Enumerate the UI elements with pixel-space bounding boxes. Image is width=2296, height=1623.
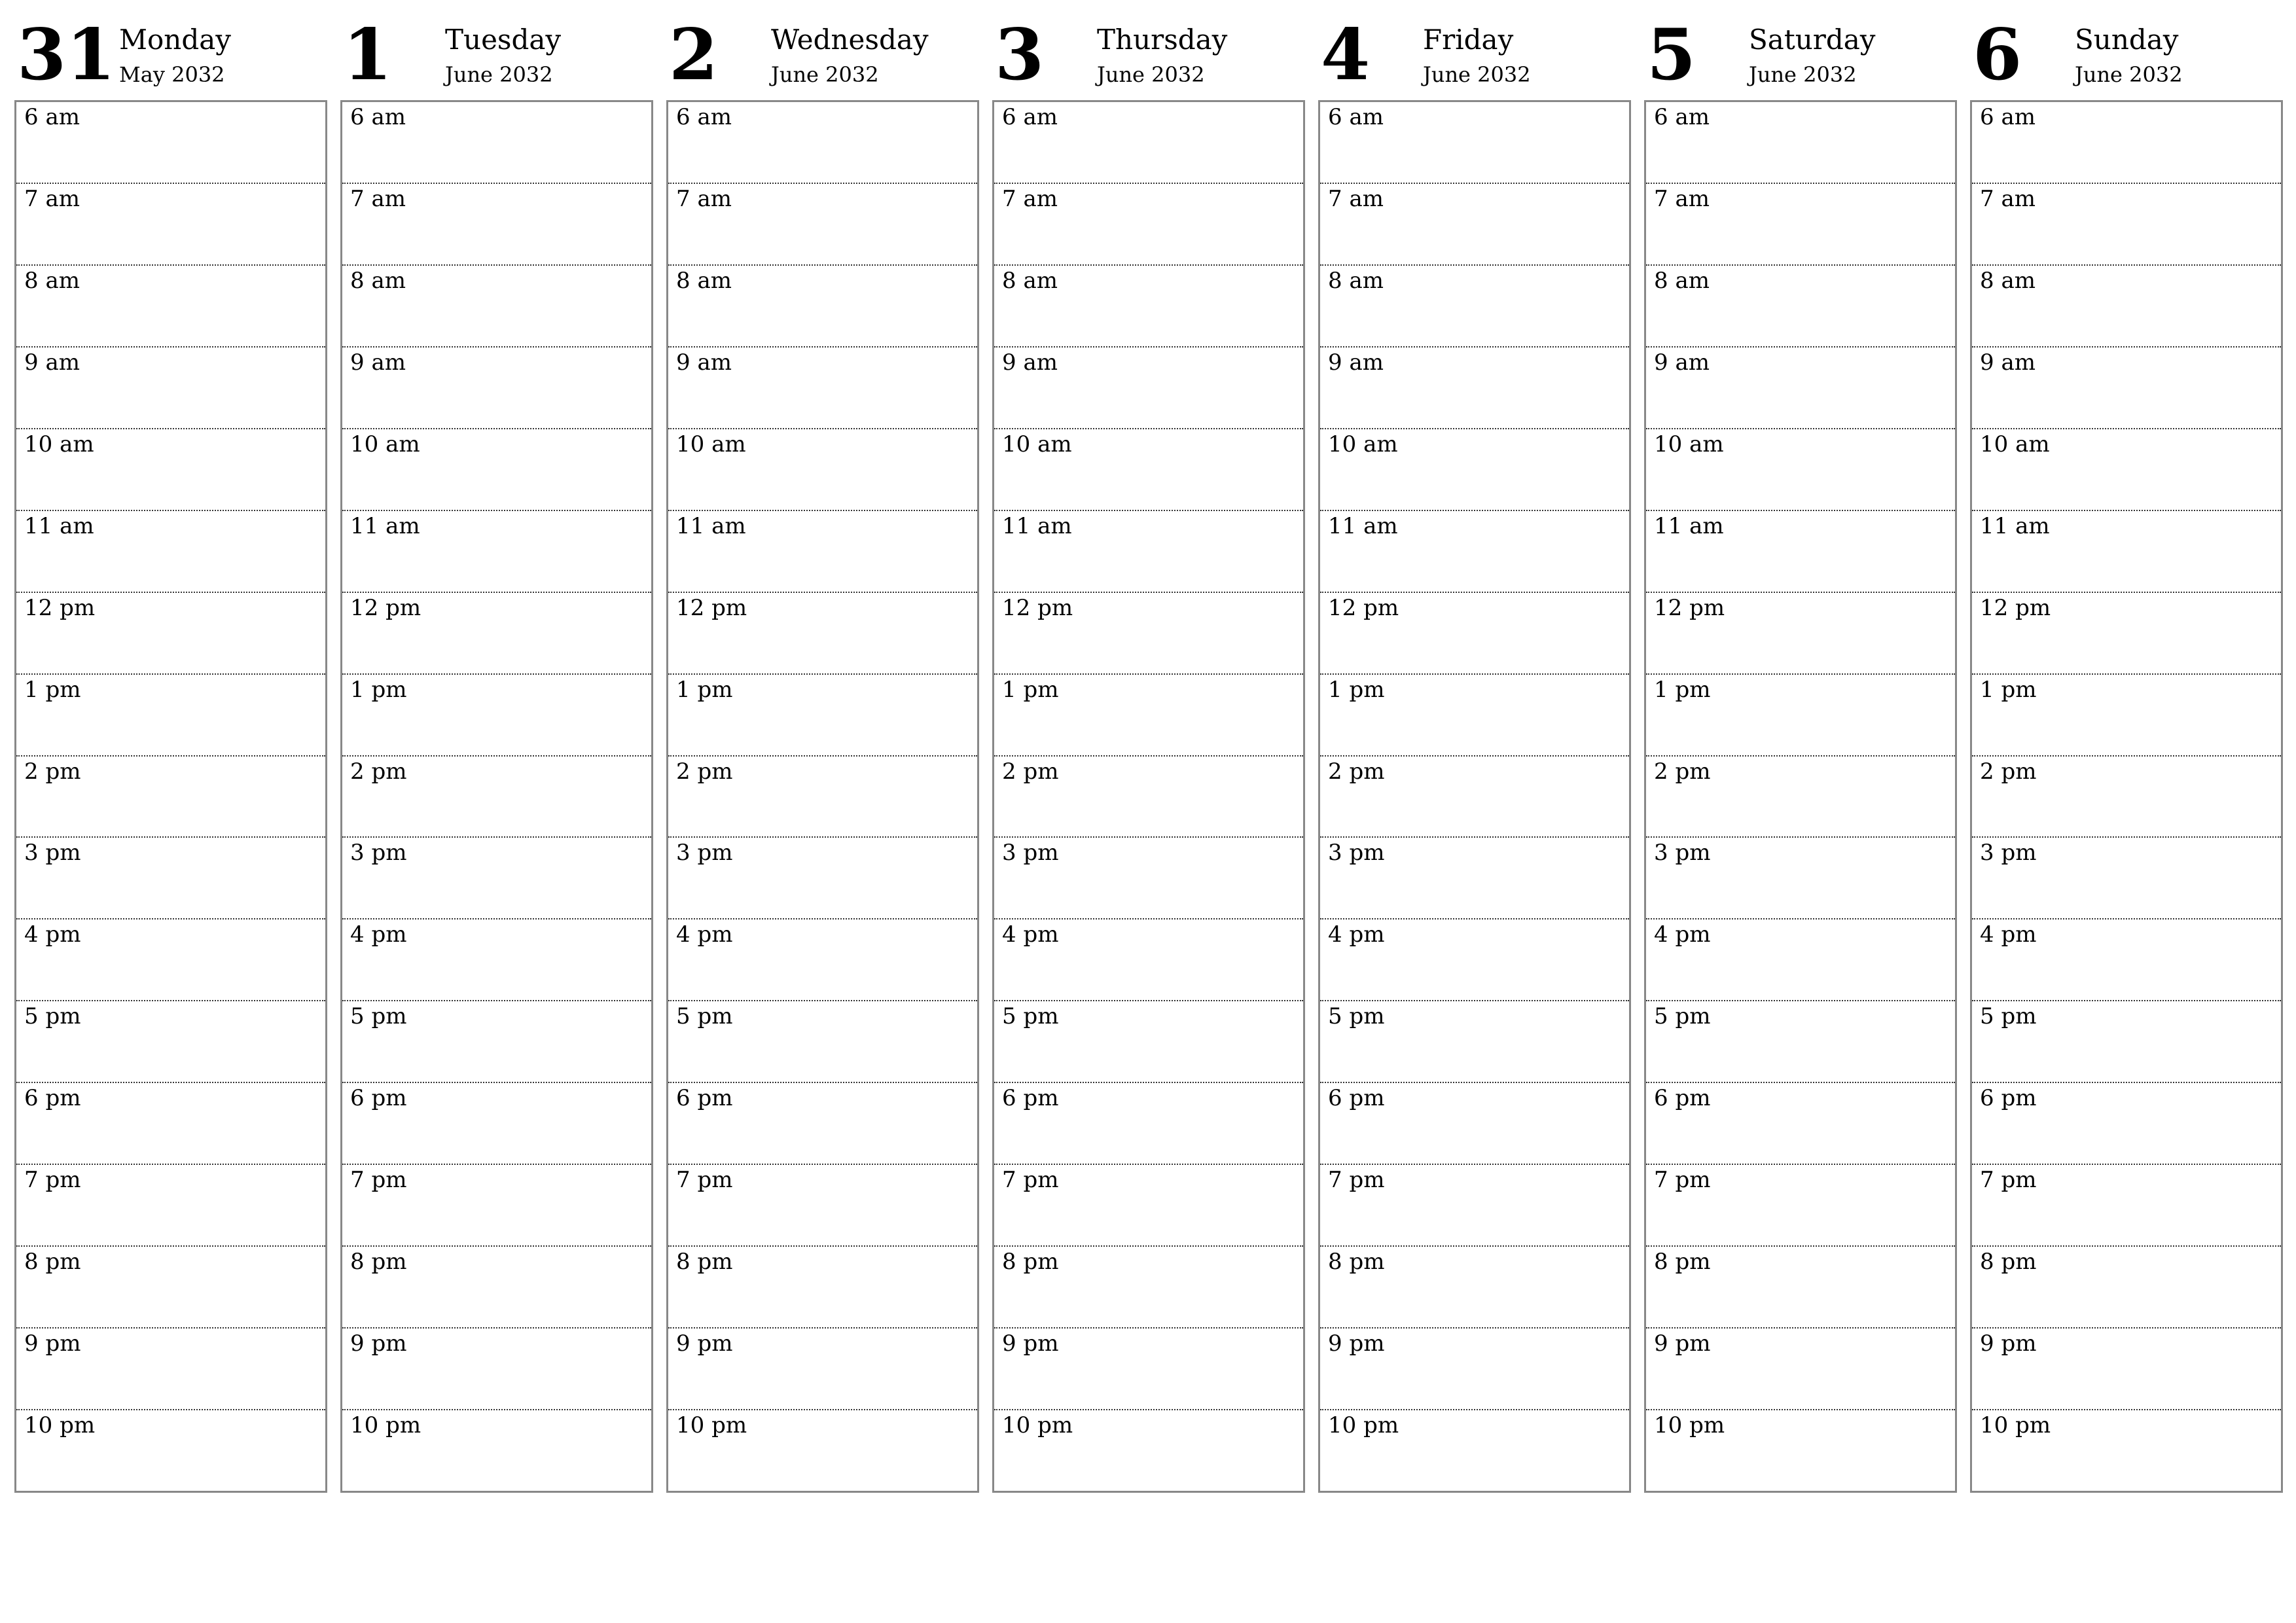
hour-slot[interactable] — [1320, 1329, 1629, 1410]
day-month: June 2032 — [1423, 62, 1531, 87]
hour-label: 10 pm — [1654, 1412, 1725, 1438]
hour-slot[interactable] — [668, 675, 977, 757]
hour-slot[interactable] — [994, 1410, 1303, 1491]
hour-label: 6 am — [1654, 104, 1710, 130]
hour-label: 9 am — [1002, 349, 1058, 376]
hour-slot[interactable] — [994, 838, 1303, 919]
hour-slot[interactable] — [1972, 1247, 2281, 1329]
hour-slot[interactable] — [668, 429, 977, 511]
hour-label: 7 pm — [676, 1167, 733, 1194]
hour-slot[interactable] — [668, 1247, 977, 1329]
hour-label: 5 pm — [24, 1003, 81, 1030]
hour-slot[interactable] — [994, 266, 1303, 348]
day-name: Wednesday — [771, 24, 929, 56]
hour-slot[interactable] — [16, 102, 325, 184]
hour-label: 10 pm — [1328, 1412, 1399, 1438]
hour-label: 2 pm — [676, 758, 733, 785]
hour-label: 8 pm — [350, 1249, 407, 1275]
hour-slot[interactable] — [1646, 1001, 1955, 1083]
hour-slot[interactable] — [668, 1410, 977, 1491]
hour-slot[interactable] — [16, 511, 325, 593]
hour-slot[interactable] — [1972, 1083, 2281, 1165]
hour-label: 8 pm — [1980, 1249, 2037, 1275]
hour-label: 2 pm — [1328, 758, 1385, 785]
hour-label: 8 pm — [24, 1249, 81, 1275]
hour-slot[interactable] — [1972, 593, 2281, 675]
hour-label: 1 pm — [1328, 676, 1385, 703]
hour-label: 12 pm — [1328, 594, 1399, 621]
hour-label: 12 pm — [24, 594, 96, 621]
hour-label: 9 am — [676, 349, 732, 376]
hour-label: 3 pm — [1002, 840, 1059, 866]
hour-label: 5 pm — [1002, 1003, 1059, 1030]
hour-label: 7 pm — [1328, 1167, 1385, 1194]
day-month: June 2032 — [1097, 62, 1205, 87]
hour-slot[interactable] — [1646, 348, 1955, 429]
hour-label: 10 am — [676, 431, 746, 457]
hour-label: 1 pm — [350, 676, 407, 703]
hour-slot[interactable] — [1972, 838, 2281, 919]
hour-label: 5 pm — [1654, 1003, 1711, 1030]
hour-slot[interactable] — [16, 1001, 325, 1083]
hour-slot[interactable] — [342, 757, 651, 838]
hour-label: 6 am — [1328, 104, 1384, 130]
hour-slot[interactable] — [342, 1410, 651, 1491]
hour-label: 10 am — [1328, 431, 1398, 457]
hour-label: 7 am — [676, 185, 732, 212]
day-column — [992, 14, 1305, 1495]
hour-label: 3 pm — [24, 840, 81, 866]
hour-label: 9 am — [350, 349, 406, 376]
day-column — [666, 14, 979, 1495]
hour-slot[interactable] — [668, 757, 977, 838]
hour-slot[interactable] — [1646, 919, 1955, 1001]
hour-label: 10 pm — [24, 1412, 96, 1438]
hour-label: 4 pm — [350, 921, 407, 948]
hour-slot[interactable] — [994, 1329, 1303, 1410]
day-column — [340, 14, 653, 1495]
hour-label: 4 pm — [676, 921, 733, 948]
hour-slot[interactable] — [16, 429, 325, 511]
day-header — [14, 14, 327, 100]
hour-slot[interactable] — [668, 593, 977, 675]
hour-label: 7 am — [1328, 185, 1384, 212]
hour-slot[interactable] — [342, 1165, 651, 1247]
hour-label: 6 pm — [1002, 1085, 1059, 1112]
hour-label: 12 pm — [350, 594, 422, 621]
hour-label: 9 pm — [350, 1330, 407, 1357]
hour-label: 6 pm — [676, 1085, 733, 1112]
hour-slot[interactable] — [16, 838, 325, 919]
hour-slot[interactable] — [1646, 1083, 1955, 1165]
hour-slot[interactable] — [994, 348, 1303, 429]
hour-label: 12 pm — [1980, 594, 2051, 621]
hour-label: 9 am — [24, 349, 80, 376]
hour-label: 6 am — [24, 104, 80, 130]
hour-label: 2 pm — [24, 758, 81, 785]
hour-label: 9 pm — [1654, 1330, 1711, 1357]
hour-label: 12 pm — [1654, 594, 1725, 621]
hour-label: 7 pm — [1654, 1167, 1711, 1194]
hour-slot[interactable] — [994, 1001, 1303, 1083]
day-header — [340, 14, 653, 100]
hour-slot[interactable] — [994, 429, 1303, 511]
hour-slot[interactable] — [1972, 1410, 2281, 1491]
day-number: 3 — [995, 14, 1045, 96]
day-month: June 2032 — [2075, 62, 2183, 87]
hour-label: 7 am — [1654, 185, 1710, 212]
hour-slot[interactable] — [1320, 838, 1629, 919]
hour-label: 4 pm — [1002, 921, 1059, 948]
hour-slot[interactable] — [16, 675, 325, 757]
hour-slot[interactable] — [342, 919, 651, 1001]
hour-grid — [1318, 100, 1631, 1493]
hour-label: 7 pm — [1002, 1167, 1059, 1194]
day-name: Monday — [119, 24, 231, 56]
hour-slot[interactable] — [1646, 1410, 1955, 1491]
hour-label: 11 am — [676, 512, 746, 539]
hour-slot[interactable] — [1972, 184, 2281, 266]
hour-slot[interactable] — [1646, 1247, 1955, 1329]
hour-label: 6 pm — [1654, 1085, 1711, 1112]
hour-slot[interactable] — [1320, 184, 1629, 266]
hour-label: 8 pm — [676, 1249, 733, 1275]
day-header — [1644, 14, 1957, 100]
hour-label: 4 pm — [1654, 921, 1711, 948]
hour-grid — [1970, 100, 2283, 1493]
hour-label: 4 pm — [24, 921, 81, 948]
hour-label: 6 pm — [350, 1085, 407, 1112]
hour-label: 6 pm — [1328, 1085, 1385, 1112]
hour-label: 1 pm — [1002, 676, 1059, 703]
hour-label: 8 am — [1980, 267, 2036, 294]
day-header — [1318, 14, 1631, 100]
hour-label: 7 am — [1002, 185, 1058, 212]
hour-slot[interactable] — [342, 102, 651, 184]
hour-slot[interactable] — [16, 757, 325, 838]
week-grid — [14, 14, 2283, 1495]
hour-label: 9 am — [1654, 349, 1710, 376]
hour-slot[interactable] — [342, 675, 651, 757]
hour-label: 9 pm — [24, 1330, 81, 1357]
hour-slot[interactable] — [342, 1001, 651, 1083]
hour-label: 5 pm — [350, 1003, 407, 1030]
hour-slot[interactable] — [668, 102, 977, 184]
hour-slot[interactable] — [668, 1165, 977, 1247]
hour-slot[interactable] — [1320, 102, 1629, 184]
hour-label: 10 pm — [676, 1412, 747, 1438]
hour-label: 7 pm — [24, 1167, 81, 1194]
hour-label: 12 pm — [1002, 594, 1073, 621]
hour-slot[interactable] — [342, 184, 651, 266]
hour-slot[interactable] — [994, 757, 1303, 838]
hour-label: 3 pm — [676, 840, 733, 866]
hour-slot[interactable] — [1646, 1165, 1955, 1247]
hour-slot[interactable] — [342, 266, 651, 348]
day-name: Saturday — [1749, 24, 1876, 56]
hour-grid — [14, 100, 327, 1493]
hour-label: 3 pm — [1328, 840, 1385, 866]
hour-slot[interactable] — [668, 184, 977, 266]
hour-slot[interactable] — [1972, 1165, 2281, 1247]
hour-slot[interactable] — [342, 593, 651, 675]
hour-label: 9 pm — [1002, 1330, 1059, 1357]
hour-slot[interactable] — [668, 348, 977, 429]
hour-slot[interactable] — [1646, 266, 1955, 348]
hour-slot[interactable] — [1972, 102, 2281, 184]
day-name: Tuesday — [445, 24, 562, 56]
day-column — [1644, 14, 1957, 1495]
hour-slot[interactable] — [342, 1247, 651, 1329]
day-column — [14, 14, 327, 1495]
day-name: Thursday — [1097, 24, 1228, 56]
hour-label: 5 pm — [1980, 1003, 2037, 1030]
hour-label: 11 am — [1654, 512, 1724, 539]
hour-slot[interactable] — [1320, 1083, 1629, 1165]
day-column — [1318, 14, 1631, 1495]
hour-label: 2 pm — [1980, 758, 2037, 785]
hour-label: 11 am — [1002, 512, 1072, 539]
hour-label: 5 pm — [1328, 1003, 1385, 1030]
hour-label: 9 pm — [1980, 1330, 2037, 1357]
hour-label: 9 pm — [1328, 1330, 1385, 1357]
hour-slot[interactable] — [1320, 757, 1629, 838]
hour-label: 7 am — [24, 185, 80, 212]
hour-slot[interactable] — [668, 1083, 977, 1165]
hour-slot[interactable] — [16, 266, 325, 348]
hour-slot[interactable] — [1320, 348, 1629, 429]
hour-label: 10 am — [24, 431, 94, 457]
day-name: Sunday — [2075, 24, 2179, 56]
hour-slot[interactable] — [994, 102, 1303, 184]
hour-slot[interactable] — [1646, 757, 1955, 838]
hour-grid — [1644, 100, 1957, 1493]
hour-slot[interactable] — [1646, 838, 1955, 919]
hour-grid — [992, 100, 1305, 1493]
hour-label: 1 pm — [676, 676, 733, 703]
hour-label: 1 pm — [1654, 676, 1711, 703]
hour-slot[interactable] — [342, 838, 651, 919]
hour-label: 10 pm — [1002, 1412, 1073, 1438]
day-number: 2 — [669, 14, 719, 96]
hour-label: 11 am — [350, 512, 420, 539]
day-number: 31 — [17, 14, 116, 96]
hour-label: 7 pm — [1980, 1167, 2037, 1194]
hour-slot[interactable] — [994, 593, 1303, 675]
hour-label: 6 am — [1002, 104, 1058, 130]
hour-label: 6 am — [350, 104, 406, 130]
hour-label: 3 pm — [1654, 840, 1711, 866]
hour-label: 9 pm — [676, 1330, 733, 1357]
hour-slot[interactable] — [16, 593, 325, 675]
hour-slot[interactable] — [16, 1410, 325, 1491]
hour-label: 10 am — [1980, 431, 2050, 457]
day-header — [992, 14, 1305, 100]
hour-slot[interactable] — [668, 266, 977, 348]
hour-slot[interactable] — [1320, 675, 1629, 757]
hour-slot[interactable] — [1646, 511, 1955, 593]
hour-slot[interactable] — [1972, 348, 2281, 429]
hour-label: 10 pm — [1980, 1412, 2051, 1438]
hour-label: 4 pm — [1328, 921, 1385, 948]
hour-slot[interactable] — [1646, 102, 1955, 184]
hour-label: 8 am — [1328, 267, 1384, 294]
hour-grid — [340, 100, 653, 1493]
hour-label: 10 am — [1002, 431, 1072, 457]
hour-label: 4 pm — [1980, 921, 2037, 948]
hour-label: 5 pm — [676, 1003, 733, 1030]
hour-slot[interactable] — [16, 1165, 325, 1247]
hour-label: 11 am — [24, 512, 94, 539]
hour-slot[interactable] — [994, 184, 1303, 266]
hour-label: 3 pm — [1980, 840, 2037, 866]
hour-slot[interactable] — [1320, 1410, 1629, 1491]
hour-slot[interactable] — [1320, 429, 1629, 511]
hour-label: 2 pm — [1654, 758, 1711, 785]
hour-slot[interactable] — [1972, 675, 2281, 757]
day-month: June 2032 — [445, 62, 553, 87]
hour-label: 6 am — [676, 104, 732, 130]
day-number: 5 — [1647, 14, 1696, 96]
hour-slot[interactable] — [1320, 266, 1629, 348]
hour-label: 8 pm — [1328, 1249, 1385, 1275]
hour-slot[interactable] — [16, 919, 325, 1001]
hour-label: 8 am — [1654, 267, 1710, 294]
hour-label: 8 pm — [1654, 1249, 1711, 1275]
day-number: 6 — [1973, 14, 2022, 96]
hour-slot[interactable] — [1972, 1001, 2281, 1083]
hour-label: 7 pm — [350, 1167, 407, 1194]
day-month: May 2032 — [119, 62, 225, 87]
hour-slot[interactable] — [1646, 429, 1955, 511]
hour-slot[interactable] — [1646, 593, 1955, 675]
hour-label: 8 am — [676, 267, 732, 294]
hour-slot[interactable] — [1972, 757, 2281, 838]
hour-label: 2 pm — [1002, 758, 1059, 785]
hour-label: 9 am — [1980, 349, 2036, 376]
hour-slot[interactable] — [1972, 429, 2281, 511]
hour-slot[interactable] — [668, 1001, 977, 1083]
hour-label: 1 pm — [1980, 676, 2037, 703]
hour-label: 7 am — [350, 185, 406, 212]
hour-slot[interactable] — [1320, 1247, 1629, 1329]
hour-label: 6 am — [1980, 104, 2036, 130]
hour-slot[interactable] — [1972, 919, 2281, 1001]
hour-slot[interactable] — [16, 1083, 325, 1165]
hour-grid — [666, 100, 979, 1493]
hour-slot[interactable] — [1320, 919, 1629, 1001]
day-month: June 2032 — [771, 62, 879, 87]
hour-slot[interactable] — [342, 429, 651, 511]
hour-slot[interactable] — [1320, 1165, 1629, 1247]
hour-slot[interactable] — [342, 1329, 651, 1410]
hour-slot[interactable] — [1646, 184, 1955, 266]
day-name: Friday — [1423, 24, 1514, 56]
hour-slot[interactable] — [1320, 1001, 1629, 1083]
hour-label: 9 am — [1328, 349, 1384, 376]
hour-slot[interactable] — [16, 1247, 325, 1329]
hour-slot[interactable] — [994, 675, 1303, 757]
day-number: 1 — [343, 14, 393, 96]
hour-slot[interactable] — [1646, 675, 1955, 757]
hour-slot[interactable] — [1972, 511, 2281, 593]
hour-slot[interactable] — [668, 838, 977, 919]
hour-label: 6 pm — [1980, 1085, 2037, 1112]
hour-label: 12 pm — [676, 594, 747, 621]
day-header — [1970, 14, 2283, 100]
hour-slot[interactable] — [1320, 593, 1629, 675]
hour-slot[interactable] — [668, 511, 977, 593]
hour-slot[interactable] — [342, 348, 651, 429]
hour-slot[interactable] — [994, 1083, 1303, 1165]
hour-slot[interactable] — [1972, 266, 2281, 348]
day-header — [666, 14, 979, 100]
hour-label: 1 pm — [24, 676, 81, 703]
hour-slot[interactable] — [994, 919, 1303, 1001]
hour-label: 2 pm — [350, 758, 407, 785]
hour-slot[interactable] — [16, 1329, 325, 1410]
day-column — [1970, 14, 2283, 1495]
hour-label: 10 pm — [350, 1412, 422, 1438]
hour-slot[interactable] — [1320, 511, 1629, 593]
hour-label: 7 am — [1980, 185, 2036, 212]
hour-slot[interactable] — [994, 1165, 1303, 1247]
hour-slot[interactable] — [1972, 1329, 2281, 1410]
day-month: June 2032 — [1749, 62, 1857, 87]
hour-label: 8 am — [1002, 267, 1058, 294]
hour-label: 10 am — [350, 431, 420, 457]
hour-slot[interactable] — [16, 184, 325, 266]
hour-label: 8 am — [350, 267, 406, 294]
hour-slot[interactable] — [994, 511, 1303, 593]
hour-slot[interactable] — [342, 511, 651, 593]
hour-slot[interactable] — [668, 919, 977, 1001]
hour-label: 10 am — [1654, 431, 1724, 457]
hour-label: 11 am — [1980, 512, 2050, 539]
day-number: 4 — [1321, 14, 1371, 96]
hour-label: 11 am — [1328, 512, 1398, 539]
hour-label: 6 pm — [24, 1085, 81, 1112]
hour-slot[interactable] — [342, 1083, 651, 1165]
hour-slot[interactable] — [668, 1329, 977, 1410]
hour-slot[interactable] — [994, 1247, 1303, 1329]
hour-label: 8 pm — [1002, 1249, 1059, 1275]
hour-slot[interactable] — [16, 348, 325, 429]
hour-label: 8 am — [24, 267, 80, 294]
hour-slot[interactable] — [1646, 1329, 1955, 1410]
hour-label: 3 pm — [350, 840, 407, 866]
